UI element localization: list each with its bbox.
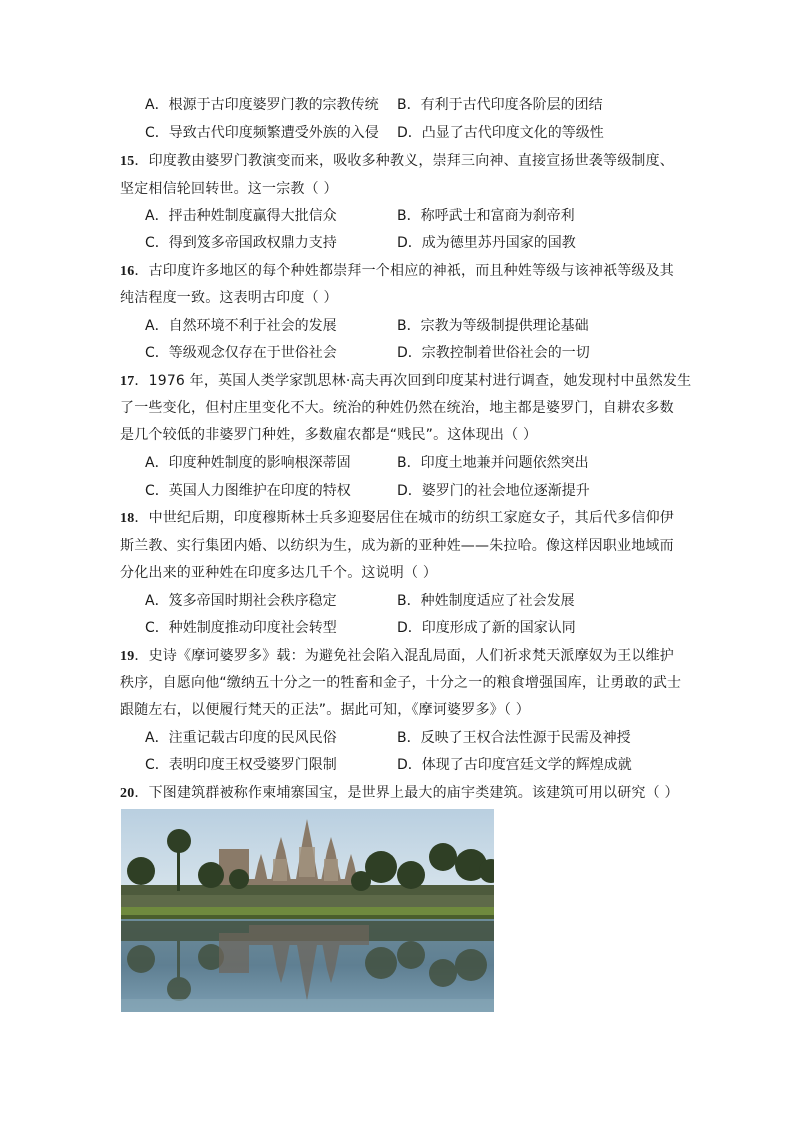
q19-options-row-2 — [145, 756, 665, 774]
q20-stem-line-1 — [120, 784, 679, 803]
q18-stem-line-1 — [120, 509, 674, 528]
q16-options-row-1 — [145, 317, 665, 335]
q17-option-a[interactable]: A．印度种姓制度的影响根深蒂固 — [145, 455, 351, 471]
q18-stem-line-2: 斯兰教、实行集团内婚、以纺织为生，成为新的亚种姓——朱拉哈。像这样因职业地域而 — [120, 538, 674, 554]
q17-stem-line-2: 了一些变化，但村庄里变化不大。统治的种姓仍然在统治，地主都是婆罗门，自耕农多数 — [120, 400, 674, 416]
q19-option-b[interactable]: B．反映了王权合法性源于民需及神授 — [397, 730, 631, 746]
q17-options-row-1 — [145, 454, 665, 472]
q17-number: 17 — [120, 374, 135, 389]
q18-number: 18 — [120, 511, 135, 526]
q16-option-b[interactable]: B．宗教为等级制提供理论基础 — [397, 318, 589, 334]
q15-option-b[interactable]: B．称呼武士和富商为刹帝利 — [397, 208, 575, 224]
q19-stem-line-1 — [120, 647, 674, 666]
q18-option-d[interactable]: D．印度形成了新的国家认同 — [397, 620, 576, 636]
q17-text-1: ．1976 年，英国人类学家凯思林·高夫再次回到印度某村进行调查，她发现村中虽然发生 — [134, 373, 692, 389]
q16-option-d[interactable]: D．宗教控制着世俗社会的一切 — [397, 345, 590, 361]
q14-options-row-1 — [145, 96, 665, 114]
q16-option-c[interactable]: C．等级观念仅存在于世俗社会 — [145, 345, 337, 361]
q15-text-1: ．印度教由婆罗门教演变而来，吸收多种教义，崇拜三向神、直接宣扬世袭等级制度、 — [134, 153, 675, 169]
q19-stem-line-3: 跟随左右，以便履行梵天的正法”。据此可知，《摩诃婆罗多》（ ） — [120, 702, 530, 718]
q16-options-row-2 — [145, 344, 665, 362]
q14-option-d[interactable]: D．凸显了古代印度文化的等级性 — [397, 125, 604, 141]
q16-option-a[interactable]: A．自然环境不利于社会的发展 — [145, 318, 337, 334]
q15-number: 15 — [120, 154, 135, 169]
q19-options-row-1 — [145, 729, 665, 747]
q18-text-1: ．中世纪后期，印度穆斯林士兵多迎娶居住在城市的纺织工家庭女子，其后代多信仰伊 — [134, 510, 675, 526]
q15-stem-line-2: 坚定相信轮回转世。这一宗教（ ） — [120, 181, 338, 197]
q15-option-d[interactable]: D．成为德里苏丹国家的国教 — [397, 235, 576, 251]
q15-options-row-2 — [145, 234, 665, 252]
q17-option-b[interactable]: B．印度土地兼并问题依然突出 — [397, 455, 589, 471]
q18-stem-line-3: 分化出来的亚种姓在印度多达几千个。这说明（ ） — [120, 565, 438, 581]
q17-stem-line-3: 是几个较低的非婆罗门种姓，多数雇农都是“贱民”。这体现出（ ） — [120, 427, 538, 443]
q19-text-1: ．史诗《摩诃婆罗多》载：为避免社会陷入混乱局面，人们祈求梵天派摩奴为王以维护 — [134, 648, 675, 664]
q20-number: 20 — [120, 786, 135, 801]
q19-option-c[interactable]: C．表明印度王权受婆罗门限制 — [145, 757, 337, 773]
q19-option-a[interactable]: A．注重记载古印度的民风民俗 — [145, 730, 337, 746]
q15-options-row-1 — [145, 207, 665, 225]
q18-option-a[interactable]: A．笈多帝国时期社会秩序稳定 — [145, 593, 337, 609]
q17-stem-line-1 — [120, 372, 691, 391]
q20-text-1: ．下图建筑群被称作柬埔寨国宝，是世界上最大的庙宇类建筑。该建筑可用以研究（ ） — [134, 785, 679, 801]
q14-option-c[interactable]: C．导致古代印度频繁遭受外族的入侵 — [145, 125, 379, 141]
q19-option-d[interactable]: D．体现了古印度宫廷文学的辉煌成就 — [397, 757, 632, 773]
temple-photo — [121, 809, 494, 1012]
q17-options-row-2 — [145, 482, 665, 500]
q18-options-row-2 — [145, 619, 665, 637]
q19-number: 19 — [120, 649, 135, 664]
q14-options-row-2 — [145, 124, 665, 142]
q15-stem-line-1 — [120, 152, 674, 171]
q14-option-a[interactable]: A．根源于古印度婆罗门教的宗教传统 — [145, 97, 379, 113]
q17-option-c[interactable]: C．英国人力图维护在印度的特权 — [145, 483, 351, 499]
q16-number: 16 — [120, 264, 135, 279]
q16-text-1: ．古印度许多地区的每个种姓都崇拜一个相应的神祇，而且种姓等级与该神祇等级及其 — [134, 263, 675, 279]
q16-stem-line-2: 纯洁程度一致。这表明古印度（ ） — [120, 290, 338, 306]
q19-stem-line-2: 秩序，自愿向他“缴纳五十分之一的牲畜和金子，十分之一的粮食增强国库，让勇敢的武士 — [120, 675, 682, 691]
q14-option-b[interactable]: B．有利于古代印度各阶层的团结 — [397, 97, 603, 113]
q15-option-c[interactable]: C．得到笈多帝国政权鼎力支持 — [145, 235, 337, 251]
q15-option-a[interactable]: A．抨击种姓制度赢得大批信众 — [145, 208, 337, 224]
q18-option-c[interactable]: C．种姓制度推动印度社会转型 — [145, 620, 337, 636]
q18-options-row-1 — [145, 592, 665, 610]
q17-option-d[interactable]: D．婆罗门的社会地位逐渐提升 — [397, 483, 590, 499]
q16-stem-line-1 — [120, 262, 674, 281]
q18-option-b[interactable]: B．种姓制度适应了社会发展 — [397, 593, 575, 609]
